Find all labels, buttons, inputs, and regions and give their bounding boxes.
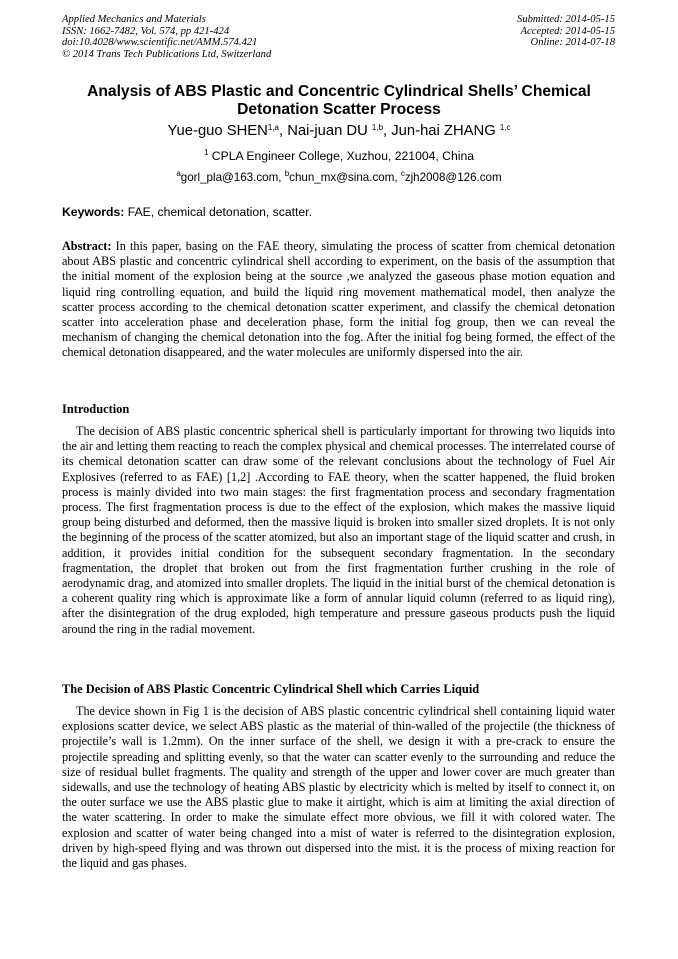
intro-paragraph: The decision of ABS plastic concentric spherical shell is particularly important for throwing two liquids into the air and letting them reacting to reach the complex physical and chemical processes. The interrelated course of its chemical detonation scatter can draw some of the relevant conclusions about the technology of Fuel Air Explosives (referred to as FAE) [1,2] .According to FAE theory, when the scatter happened, the fluid broken process is mainly divided into two main stages: the first fragmentation process and secondary fragmentation process. The first fragmentation process is due to the effect of the explosion, which makes the massive liquid group being disturbed and deformed, then the massive liquid is broken into smaller sized droplets. It is not only the beginning of the process of the scatter atomized, but also an important stage of the liquid scatter and crush, in addition, it provides initial condition for the subsequent secondary fragmentation. In the secondary fragmentation, the droplet that broken out from the first fragmentation further crushing in the role of aerodynamic drag, and atomized into smaller droplets. The liquid in the initial burst of the chemical detonation is a coherent quality ring which is approximate like a form of annular liquid column (referred to as liquid ring), after the disintegration of the drug exploded, high temperature and pressure gaseous products push the liquid around the ring in the radial movement. (62, 424, 615, 636)
title-line-1: Analysis of ABS Plastic and Concentric Cylindrical Shells’ Chemical (87, 83, 591, 100)
author-emails (62, 171, 616, 185)
issn-line: ISSN: 1662-7482, Vol. 574, pp 421-424 (62, 25, 230, 37)
submitted-date: Submitted: 2014-05-15 (517, 14, 615, 25)
intro-heading: Introduction (62, 402, 130, 416)
author-list (62, 123, 616, 140)
author-separator: , (278, 123, 288, 139)
abstract-text: In this paper, basing on the FAE theory, simulating the process of scatter from chemical detonation about ABS plastic and concentric cylindrical shell according to experiment, on the basis of the assumption that the initial moment of the explosion being at the source ,we analyzed the gaseous phase motion equation and liquid ring controlling equation, and build the liquid ring movement mathematical model, then analyze the scatter process according to the chemical detonation scatter experiment, and classify the chemical detonation scatter into acceleration phase and deceleration phase, form the initial fog group, then we can reveal the mechanism of changing the chemical detonation into the fog. After the initial fog being formed, the effect of the chemical detonation disappeared, and the water molecules are uniformly dispersed into the air. (62, 239, 615, 360)
author-name: Yue-guo SHEN (167, 123, 268, 139)
paper-title (62, 83, 616, 119)
accepted-date: Accepted: 2014-05-15 (520, 25, 615, 37)
author-marker: 1,c (499, 123, 511, 132)
author-name: Nai-juan DU (287, 123, 372, 139)
keywords-text: FAE, chemical detonation, scatter. (124, 205, 312, 219)
email-address: gorl_pla@163.com, (180, 171, 285, 184)
email-marker: a (176, 169, 181, 178)
online-date: Online: 2014-07-18 (530, 37, 615, 49)
abstract-paragraph (62, 239, 615, 361)
affiliation-marker: 1 (203, 148, 209, 157)
section-paragraph: The device shown in Fig 1 is the decision of ABS plastic concentric cylindrical shell containing liquid water explosions scatter device, we select ABS plastic as the material of thin-walled of the projectile (the thickness of projectile’s wall is 1.2mm). On the inner surface of the shell, we design it with a pre-crack to ensure the projectile spreading and splitting evenly, so that the water can scatter evenly to the surrounding and reduce the size of residual bullet fragments. The quality and strength of the upper and lower cover are much greater than sidewalls, and use the technology of heating ABS plastic by electricity which is melted by itself to connect it, on the outer surface we use the ABS plastic glue to make it airtight, which is aim at limiting the axial direction of the water scattering. In order to make the simulate effect more obvious, we fill it with colored water. The explosion and scatter of water being changed into a mist of water is referred to the disintegration explosion, driven by high-speed flying and was thrown out dispersed into the mist. it is the process of mixing reaction for the liquid and gas phases. (62, 704, 615, 871)
abstract-label: Abstract: (62, 239, 112, 253)
email-address: chun_mx@sina.com, (289, 171, 401, 184)
author-separator: , (383, 123, 392, 139)
keywords-label: Keywords: (62, 205, 125, 219)
author-marker: 1,a (267, 123, 279, 132)
copyright-line: © 2014 Trans Tech Publications Ltd, Switzerland (62, 48, 272, 60)
author-marker: 1,b (371, 123, 384, 132)
doi-line: doi:10.4028/www.scientific.net/AMM.574.421 (62, 37, 258, 49)
email-marker: c (400, 169, 405, 178)
author-name: Jun-hai ZHANG (391, 123, 500, 139)
keywords-line (62, 205, 312, 219)
journal-info (62, 14, 271, 60)
affiliation-text: CPLA Engineer College, Xuzhou, 221004, China (208, 149, 475, 163)
title-line-2: Detonation Scatter Process (237, 101, 441, 118)
date-info (517, 14, 615, 49)
affiliation (62, 149, 616, 163)
section-heading: The Decision of ABS Plastic Concentric Cylindrical Shell which Carries Liquid (62, 682, 480, 696)
email-address: zjh2008@126.com (404, 171, 502, 184)
email-marker: b (284, 169, 290, 178)
journal-name: Applied Mechanics and Materials (62, 14, 206, 25)
